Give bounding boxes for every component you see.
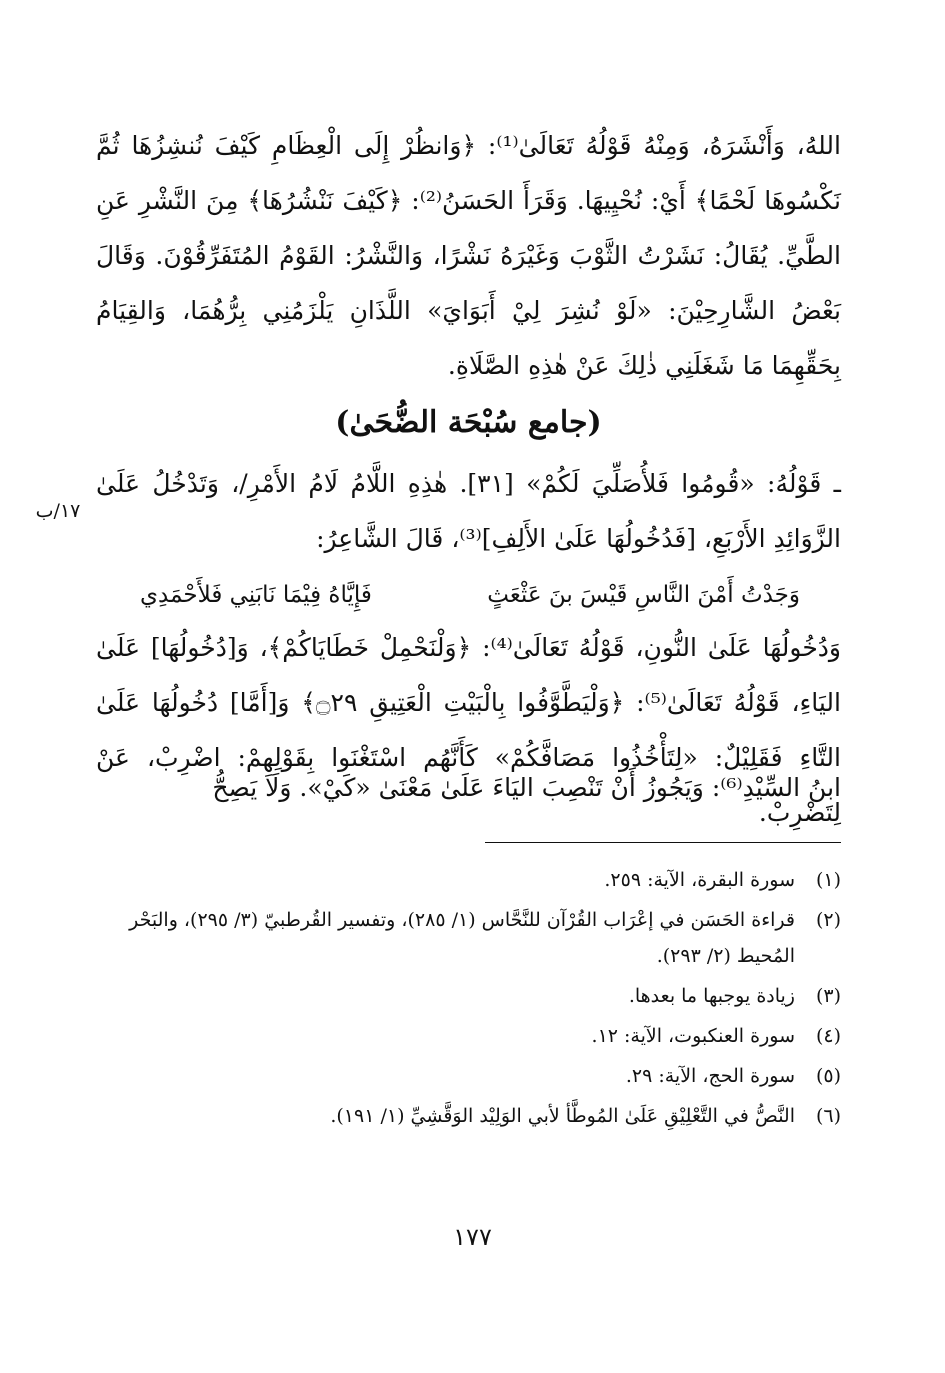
poetry-verse bbox=[140, 570, 800, 620]
footnote-item bbox=[96, 1058, 841, 1094]
footnote-text: قراءة الحَسَن في إعْرَاب القُرْآن للنَّحَّاس (١/ ٢٨٥)، وتفسير القُرطبيّ (٣/ ٢٩٥)، والبَحْر المُحيط (٢/ ٢٩٣). bbox=[129, 909, 795, 967]
footnote-number: (٣) bbox=[815, 985, 841, 1007]
verse-hemistich-second: فَإِيَّاهُ فِيْمَا نَابَنِي فَلأَحْمَدِي bbox=[140, 582, 372, 608]
section-paragraph-block bbox=[96, 456, 841, 566]
footnote-divider bbox=[485, 842, 841, 843]
page-number: ١٧٧ bbox=[453, 1223, 492, 1251]
footnote-item bbox=[96, 978, 841, 1014]
footnote-number: (٢) bbox=[815, 909, 841, 931]
footnote-text: سورة الحج، الآية: ٢٩. bbox=[625, 1065, 795, 1087]
footnote-number: (٥) bbox=[815, 1065, 841, 1087]
section-heading: (جامع سُبْحَة الضُّحَىٰ) bbox=[335, 405, 602, 440]
last-line-block bbox=[96, 760, 841, 815]
footnote-text: النَّصُّ في التَّعْلِيْقِ عَلَىٰ المُوطَّأ لأبي الوَلِيْد الوَقَّشِيِّ (١/ ١٩١). bbox=[330, 1105, 795, 1127]
footnote-number: (٤) bbox=[815, 1025, 841, 1047]
footnotes-list bbox=[96, 862, 841, 1138]
footnote-number: (١) bbox=[815, 869, 841, 891]
after-verse-paragraph: وَدُخُولُهَا عَلَىٰ النُّونِ، قَوْلُهُ تَعَالَىٰ⁽⁴⁾: ﴿وَلْنَحْمِلْ خَطَايَاكُمْ﴾، وَ[دُخُولُهَا] عَلَىٰ اليَاءِ، قَوْلُهُ تَعَالَىٰ⁽⁵⁾: ﴿وَلْيَطَّوَّفُوا بِالْبَيْتِ الْعَتِيقِ ۝٢٩﴾ وَ[أَمَّا] دُخُولُهَا عَلَىٰ التَّاءِ فَقَلِيْلٌ: «لِتَأْخُذُوا مَصَافَّكُمْ» كَأَنَّهُم اسْتَغْنَوا بِقَوْلِهِمْ: اضْرِبْ، عَنْ لِتَضْرِبْ. bbox=[96, 633, 841, 827]
footnote-number: (٦) bbox=[815, 1105, 841, 1127]
footnote-item bbox=[96, 902, 841, 974]
footnote-text: سورة العنكبوت، الآية: ١٢. bbox=[591, 1025, 795, 1047]
footnote-item bbox=[96, 1018, 841, 1054]
footnote-item bbox=[96, 862, 841, 898]
top-paragraph: اللهُ، وَأَنْشَرَهُ، وَمِنْهُ قَوْلُهُ تَعَالَىٰ⁽¹⁾: ﴿وَانظُرْ إِلَى الْعِظَامِ كَيْفَ نُنشِزُهَا ثُمَّ نَكْسُوهَا لَحْمًا﴾ أَيْ: نُحْيِيهَا. وَقَرَأَ الحَسَنُ⁽²⁾: ﴿كَيْفَ نَنْشُرُهَا﴾ مِنَ النَّشْرِ عَنِ الطَّيِّ. يُقَالُ: نَشَرْتُ الثَّوْبَ وَغَيْرَهُ نَشْرًا، وَالنَّشْرُ: القَوْمُ المُتَفَرِّقُوْنَ. وَقَالَ بَعْضُ الشَّارِحِيْنَ: «لَوْ نُشِرَ لِيْ أَبَوَايَ» اللَّذَانِ يَلْزَمُنِي بِرُّهُمَا، وَالقِيَامُ بِحَقِّهِمَا مَا شَغَلَنِي ذٰلِكَ عَنْ هٰذِهِ الصَّلَاةِ. bbox=[96, 131, 841, 380]
margin-folio-note: ١٧/ب bbox=[35, 500, 81, 522]
footnote-text: سورة البقرة، الآية: ٢٥٩. bbox=[604, 869, 795, 891]
verse-hemistich-first: وَجَدْتُ أَمْنَ النَّاسِ قَيْسَ بنَ عَثْعَثٍ bbox=[487, 582, 800, 608]
footnote-item bbox=[96, 1098, 841, 1134]
footnote-text: زيادة يوجبها ما بعدها. bbox=[628, 985, 795, 1007]
section-paragraph: ـ قَوْلُهُ: «قُومُوا فَلأُصَلِّيَ لَكُمْ» [٣١]. هٰذِهِ اللَّامُ لَامُ الأَمْرِ/، وَتَدْخُلُ عَلَىٰ الزَّوَائِدِ الأَرْبَعِ، [فَدُخُولُهَا عَلَىٰ الأَلِفِ]⁽³⁾، قَالَ الشَّاعِرُ: bbox=[96, 469, 841, 553]
top-paragraph-block bbox=[96, 118, 841, 393]
last-line: ابنُ السِّيْدِ⁽⁶⁾: وَيَجُوزُ أَنْ تَنْصِبَ اليَاءَ عَلَىٰ مَعْنَىٰ «كَيْ». وَلَا يَصِحُّ bbox=[212, 773, 841, 802]
